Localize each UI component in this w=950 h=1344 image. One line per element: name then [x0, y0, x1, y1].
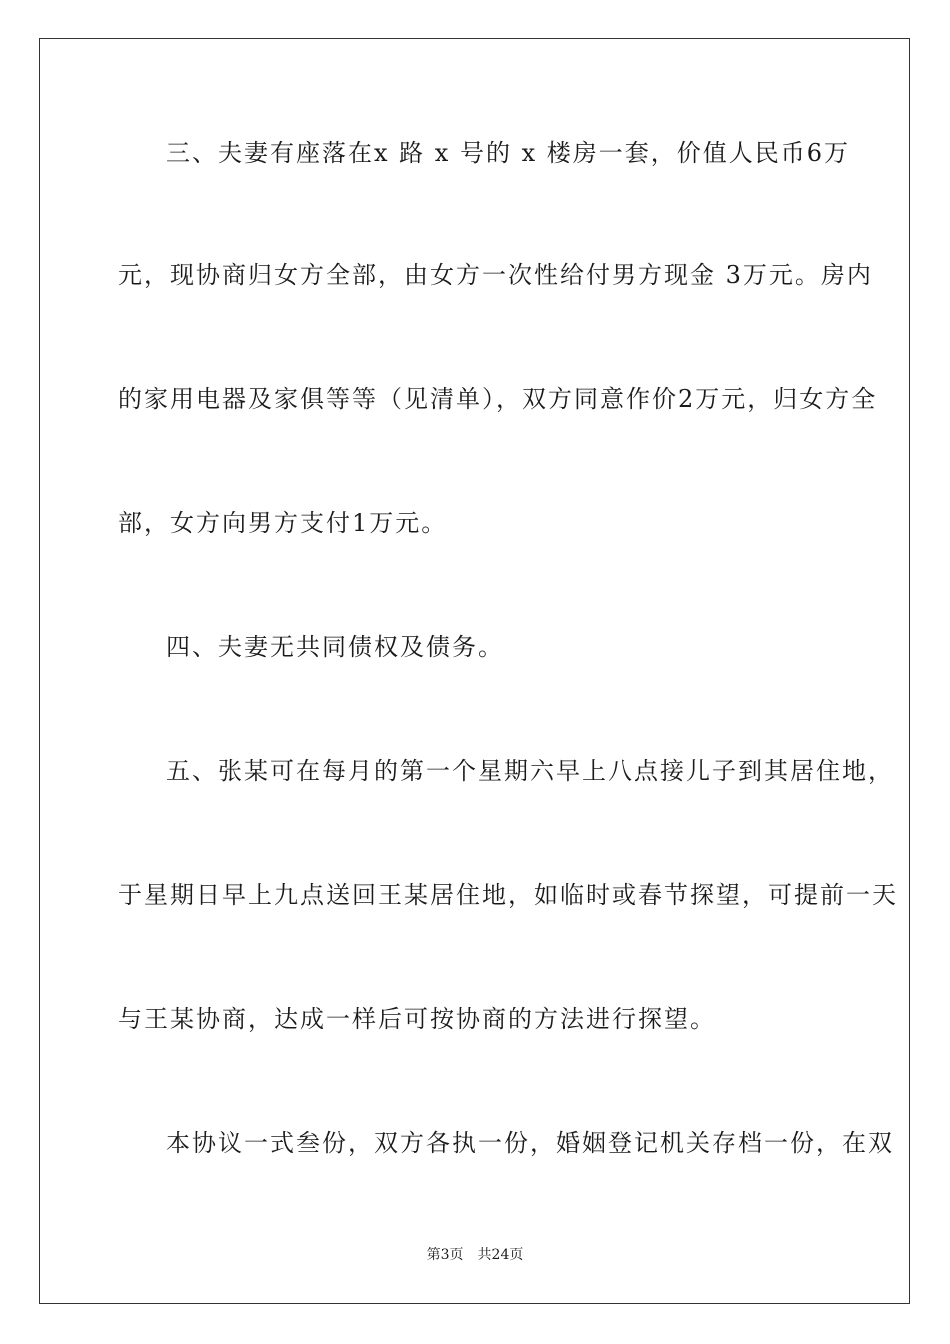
page-number: 第3页	[426, 1247, 464, 1263]
paragraph-line: 三、夫妻有座落在x 路 x 号的 x 楼房一套，价值人民币6万	[166, 139, 851, 167]
page-footer	[0, 1246, 950, 1264]
paragraph-line: 的家用电器及家俱等等（见清单），双方同意作价2万元，归女方全	[118, 385, 878, 413]
paragraph-line: 本协议一式叁份，双方各执一份，婚姻登记机关存档一份，在双	[166, 1129, 894, 1157]
paragraph-line: 与王某协商，达成一样后可按协商的方法进行探望。	[118, 1005, 716, 1033]
paragraph-line: 部，女方向男方支付1万元。	[118, 509, 448, 537]
paragraph-line: 于星期日早上九点送回王某居住地，如临时或春节探望，可提前一天	[118, 881, 898, 909]
paragraph-line: 元，现协商归女方全部，由女方一次性给付男方现金 3万元。房内	[118, 261, 873, 289]
page-total: 共24页	[477, 1247, 524, 1263]
page-border	[39, 38, 910, 1304]
paragraph-line: 四、夫妻无共同债权及债务。	[166, 633, 504, 661]
paragraph-line: 五、张某可在每月的第一个星期六早上八点接儿子到其居住地，	[166, 757, 894, 785]
